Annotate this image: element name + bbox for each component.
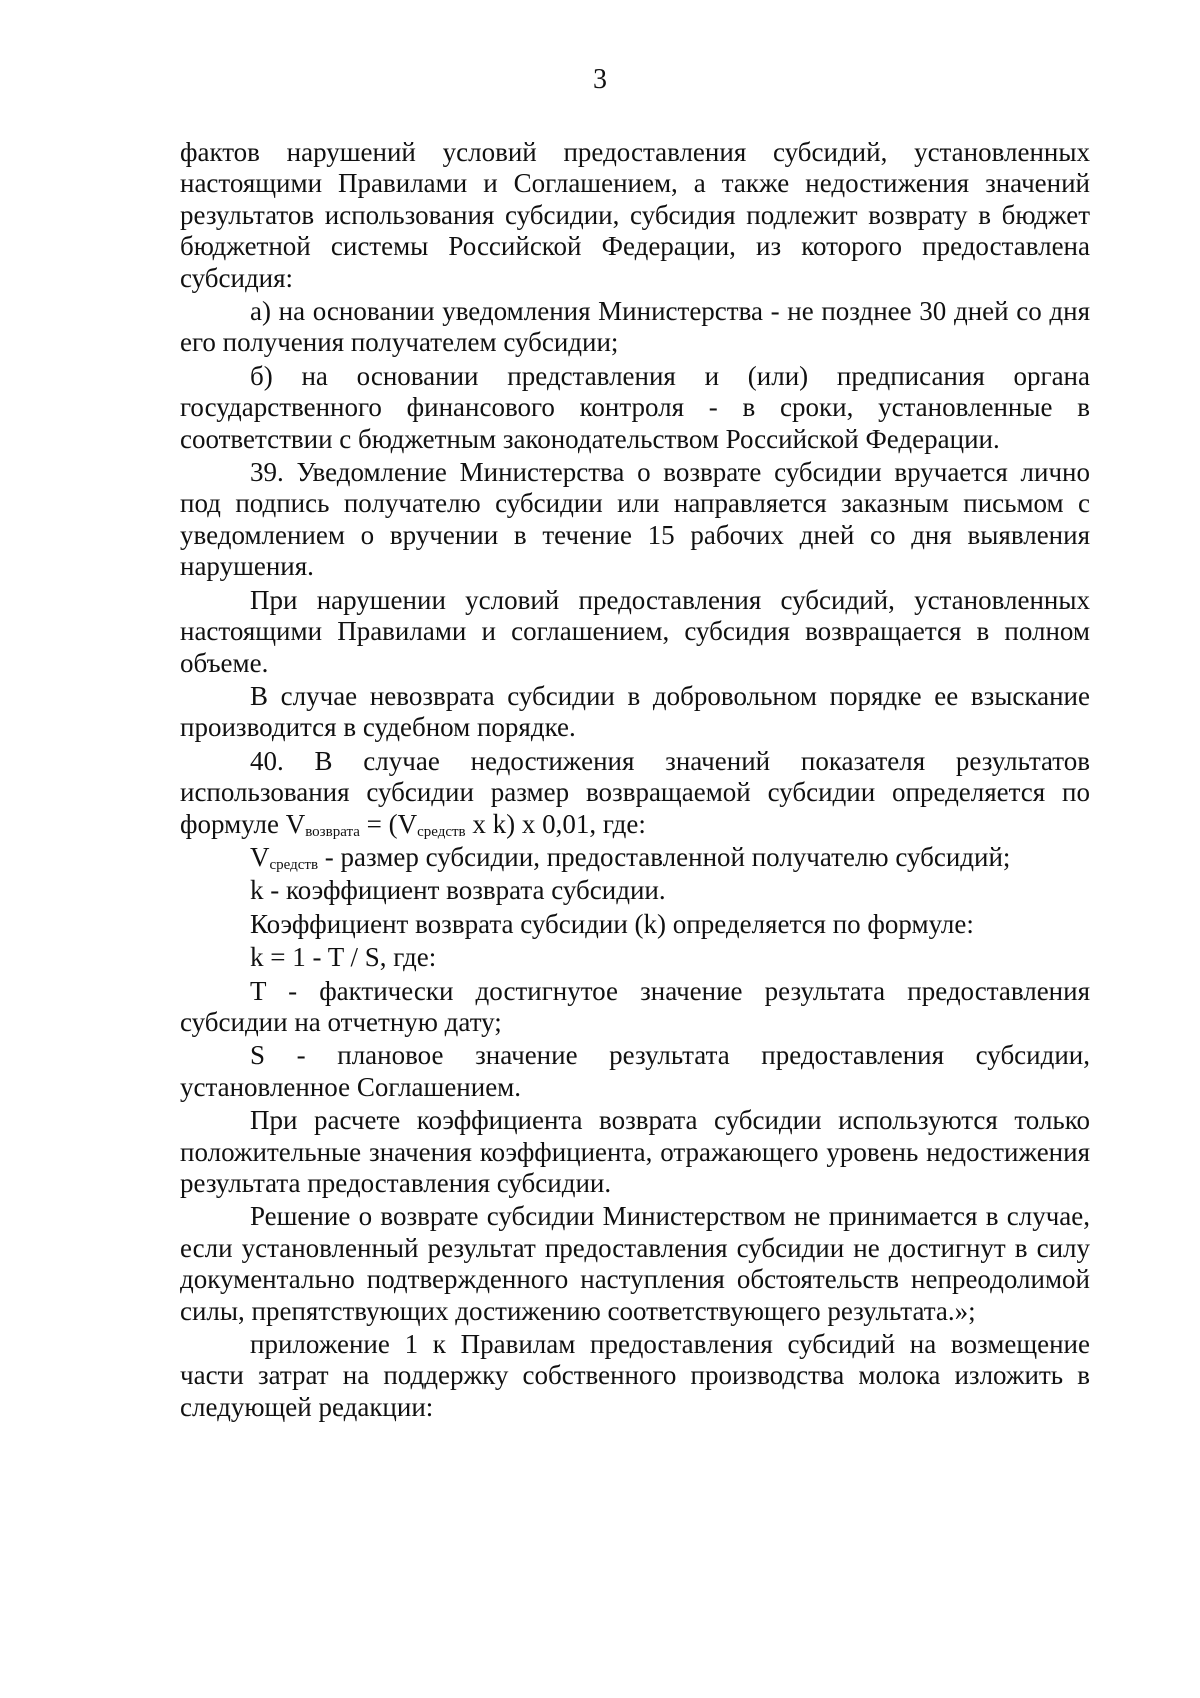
- definition-s: S - плановое значение результата предоставления субсидии, установленное Соглашением.: [180, 1040, 1090, 1102]
- paragraph-court-recovery: В случае невозврата субсидии в добровольном порядке ее взыскание производится в судебном порядке.: [180, 680, 1090, 743]
- v-sub-funds: средств: [269, 856, 319, 873]
- k-formula-intro: Коэффициент возврата субсидии (k) определяется по формуле:: [250, 908, 974, 939]
- formula-text-after: x k) x 0,01, где:: [465, 808, 646, 839]
- definition-v-funds: [180, 842, 1090, 873]
- formula-sub-return: возврата: [305, 823, 360, 840]
- formula-text-mid: = (V: [359, 808, 418, 839]
- paragraph-item-b: б) на основании представления и (или) предписания органа государственного финансового контроля - в сроки, установленные в соответствии с бюджетным законодательством Российской Федерации.: [180, 360, 1090, 454]
- paragraph-appendix-1: приложение 1 к Правилам предоставления субсидий на возмещение части затрат на поддержку собственного производства молока изложить в следующей редакции:: [180, 1329, 1090, 1422]
- v-symbol: V: [250, 841, 270, 872]
- page-number: 3: [593, 64, 607, 95]
- formula-text-before: 40. В случае недостижения значений показателя результатов использования субсидии размер возвращаемой субсидии определяется по формуле V: [180, 745, 1090, 839]
- paragraph-item-a: а) на основании уведомления Министерства - не позднее 30 дней со дня его получения получателем субсидии;: [180, 296, 1090, 358]
- paragraph-full-return: При нарушении условий предоставления субсидий, установленных настоящими Правилами и соглашением, субсидия возвращается в полном объеме.: [180, 584, 1090, 678]
- v-definition-text: - размер субсидии, предоставленной получателю субсидий;: [318, 841, 1011, 872]
- paragraph-force-majeure: Решение о возврате субсидии Министерством не принимается в случае, если установленный результат предоставления субсидии не достигнут в силу документально подтвержденного наступления обстоятельств непреодолимой силы, препятствующих достижению соответствующего результата.»;: [180, 1201, 1090, 1326]
- definition-t: T - фактически достигнутое значение результата предоставления субсидии на отчетную дату;: [180, 975, 1090, 1037]
- formula-sub-funds: средств: [417, 823, 466, 840]
- paragraph-40-formula: [180, 746, 1090, 840]
- definition-k: k - коэффициент возврата субсидии.: [250, 875, 666, 906]
- document-body: [180, 137, 1090, 1423]
- paragraph-continuation: фактов нарушений условий предоставления субсидий, установленных настоящими Правилами и Соглашением, а также недостижения значений результатов использования субсидии, субсидия подлежит возврату в бюджет бюджетной системы Российской Федерации, из которого предоставлена субсидия:: [180, 137, 1090, 293]
- paragraph-39: 39. Уведомление Министерства о возврате субсидии вручается лично под подпись получателю субсидии или направляется заказным письмом с уведомлением о вручении в течение 15 рабочих дней со дня выявления нарушения.: [180, 457, 1090, 582]
- paragraph-positive-values: При расчете коэффициента возврата субсидии используются только положительные значения коэффициента, отражающего уровень недостижения результата предоставления субсидии.: [180, 1105, 1090, 1198]
- k-formula: k = 1 - T / S, где:: [250, 942, 437, 973]
